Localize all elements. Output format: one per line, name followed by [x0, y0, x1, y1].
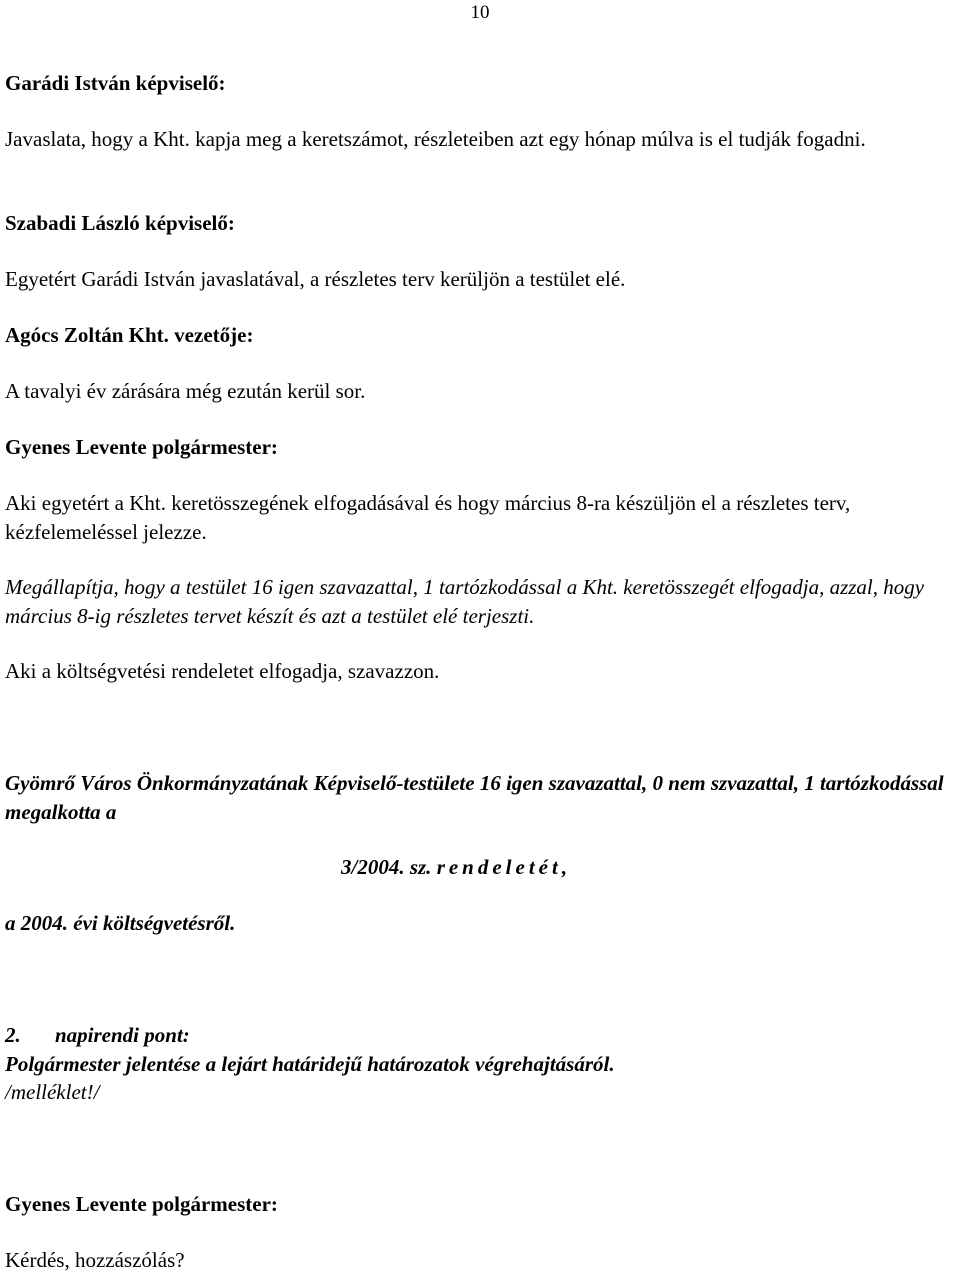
agenda-label: napirendi pont: [55, 1023, 190, 1047]
decree-subject: a 2004. évi költségvetésről. [5, 911, 236, 935]
paragraph-questions: Kérdés, hozzászólás? [5, 1248, 185, 1272]
paragraph-vote-call: Aki a költségvetési rendeletet elfogadja, szavazzon. [5, 659, 440, 683]
paragraph-finding: Megállapítja, hogy a testület 16 igen szavazattal, 1 tartózkodással a Kht. keretösszegét elfogadja, azzal, hogy március 8-ig részletes tervet készít és azt a testület elé terjeszti. [5, 575, 925, 628]
speaker-heading-szabadi: Szabadi László képviselő: [5, 211, 235, 235]
paragraph-garadi: Javaslata, hogy a Kht. kapja meg a keretszámot, részleteiben azt egy hónap múlva is el tudják fogadni. [5, 127, 866, 151]
speaker-heading-agocs: Agócs Zoltán Kht. vezetője: [5, 323, 254, 347]
decree-word: rendeletét, [436, 855, 572, 879]
speaker-heading-gyenes-2: Gyenes Levente polgármester: [5, 1192, 278, 1216]
decree-title [341, 853, 941, 882]
agenda-heading [5, 1021, 955, 1050]
agenda-number: 2. [5, 1023, 21, 1047]
speaker-heading-garadi: Garádi István képviselő: [5, 71, 226, 95]
paragraph-szabadi: Egyetért Garádi István javaslatával, a részletes terv kerüljön a testület elé. [5, 267, 626, 291]
agenda-title: Polgármester jelentése a lejárt határidejű határozatok végrehajtásáról. [5, 1052, 615, 1076]
decree-number: 3/2004. sz. [341, 855, 432, 879]
speaker-heading-gyenes: Gyenes Levente polgármester: [5, 435, 278, 459]
paragraph-agocs: A tavalyi év zárására még ezután kerül sor. [5, 379, 366, 403]
paragraph-council-result: Gyömrő Város Önkormányzatának Képviselő-testülete 16 igen szavazattal, 0 nem szvazattal, 1 tartózkodással megalkotta a [5, 771, 944, 824]
paragraph-gyenes-vote: Aki egyetért a Kht. keretösszegének elfogadásával és hogy március 8-ra készüljön el a részletes terv, kézfelemeléssel jelezze. [5, 491, 851, 544]
page-number: 10 [470, 2, 490, 23]
attachment-note: /melléklet!/ [5, 1080, 100, 1104]
